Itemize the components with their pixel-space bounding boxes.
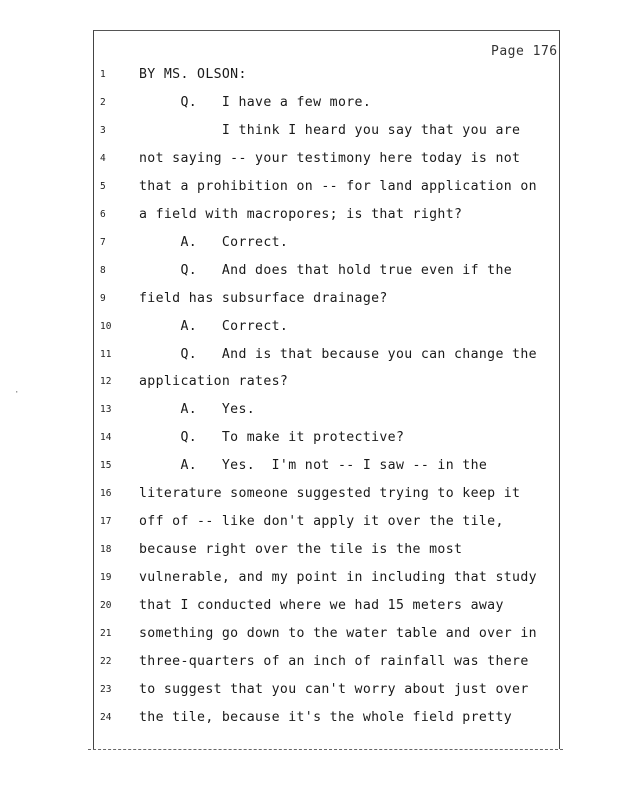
line-text: to suggest that you can't worry about just over xyxy=(139,681,529,697)
margin-mark: · xyxy=(14,388,20,398)
line-number: 14 xyxy=(100,432,112,444)
transcript-line xyxy=(0,681,618,699)
transcript-line xyxy=(0,597,618,615)
transcript-line xyxy=(0,346,618,364)
transcript-line xyxy=(0,625,618,643)
line-number: 18 xyxy=(100,544,112,556)
line-number: 9 xyxy=(100,292,106,304)
transcript-line xyxy=(0,457,618,475)
line-text: literature someone suggested trying to keep it xyxy=(139,486,521,502)
transcript-line xyxy=(0,401,618,419)
line-number: 6 xyxy=(100,208,106,220)
line-text: off of -- like don't apply it over the tile, xyxy=(139,514,504,530)
transcript-line xyxy=(0,66,618,84)
transcript-line xyxy=(0,653,618,671)
transcript-line xyxy=(0,709,618,727)
transcript-line xyxy=(0,290,618,308)
line-number: 5 xyxy=(100,180,106,192)
line-text: I think I heard you say that you are xyxy=(139,122,521,138)
line-text: that a prohibition on -- for land application on xyxy=(139,178,537,194)
line-text: a field with macropores; is that right? xyxy=(139,206,463,222)
transcript-line xyxy=(0,206,618,224)
line-text: A. Yes. xyxy=(139,402,256,418)
line-number: 10 xyxy=(100,320,112,332)
line-text: Q. And is that because you can change the xyxy=(139,346,537,362)
line-text: Q. And does that hold true even if the xyxy=(139,262,513,278)
line-number: 2 xyxy=(100,96,106,108)
line-text: the tile, because it's the whole field pretty xyxy=(139,709,513,725)
line-text: vulnerable, and my point in including that study xyxy=(139,570,537,586)
line-number: 21 xyxy=(100,628,112,639)
transcript-line xyxy=(0,122,618,140)
transcript-line xyxy=(0,234,618,252)
line-number: 19 xyxy=(100,572,112,584)
line-number: 8 xyxy=(100,264,106,276)
line-number: 11 xyxy=(100,348,112,360)
transcript-line xyxy=(0,318,618,336)
line-number: 17 xyxy=(100,516,112,528)
line-text: A. Yes. I'm not -- I saw -- in the xyxy=(139,458,488,474)
line-number: 23 xyxy=(100,683,112,695)
transcript-line xyxy=(0,541,618,559)
transcript-line xyxy=(0,485,618,503)
line-text: A. Correct. xyxy=(139,234,289,250)
line-number: 24 xyxy=(100,711,112,723)
line-number: 13 xyxy=(100,404,112,416)
line-text: three-quarters of an inch of rainfall was there xyxy=(139,653,529,669)
line-number: 7 xyxy=(100,236,106,248)
line-number: 4 xyxy=(100,152,106,164)
line-text: field has subsurface drainage? xyxy=(139,290,388,306)
line-number: 12 xyxy=(100,376,112,388)
line-number: 15 xyxy=(100,460,112,472)
line-text: Q. I have a few more. xyxy=(139,94,372,110)
line-text: BY MS. OLSON: xyxy=(139,67,247,82)
line-text: that I conducted where we had 15 meters away xyxy=(139,598,504,614)
page-number: Page 176 xyxy=(491,44,558,59)
line-text: because right over the tile is the most xyxy=(139,542,463,558)
line-text: Q. To make it protective? xyxy=(139,430,405,446)
line-text: A. Correct. xyxy=(139,318,289,334)
line-text: application rates? xyxy=(139,374,289,390)
line-text: something go down to the water table and over in xyxy=(139,626,537,641)
transcript-line xyxy=(0,513,618,531)
line-number: 22 xyxy=(100,655,112,667)
line-number: 1 xyxy=(100,69,106,80)
line-number: 16 xyxy=(100,488,112,500)
transcript-line xyxy=(0,94,618,112)
transcript-line xyxy=(0,569,618,587)
transcript-line xyxy=(0,150,618,168)
transcript-line xyxy=(0,429,618,447)
line-text: not saying -- your testimony here today is not xyxy=(139,150,521,166)
page-bottom-rule xyxy=(88,749,563,750)
transcript-line xyxy=(0,262,618,280)
line-number: 3 xyxy=(100,124,106,136)
line-number: 20 xyxy=(100,600,112,612)
transcript-line xyxy=(0,178,618,196)
transcript-line xyxy=(0,373,618,391)
